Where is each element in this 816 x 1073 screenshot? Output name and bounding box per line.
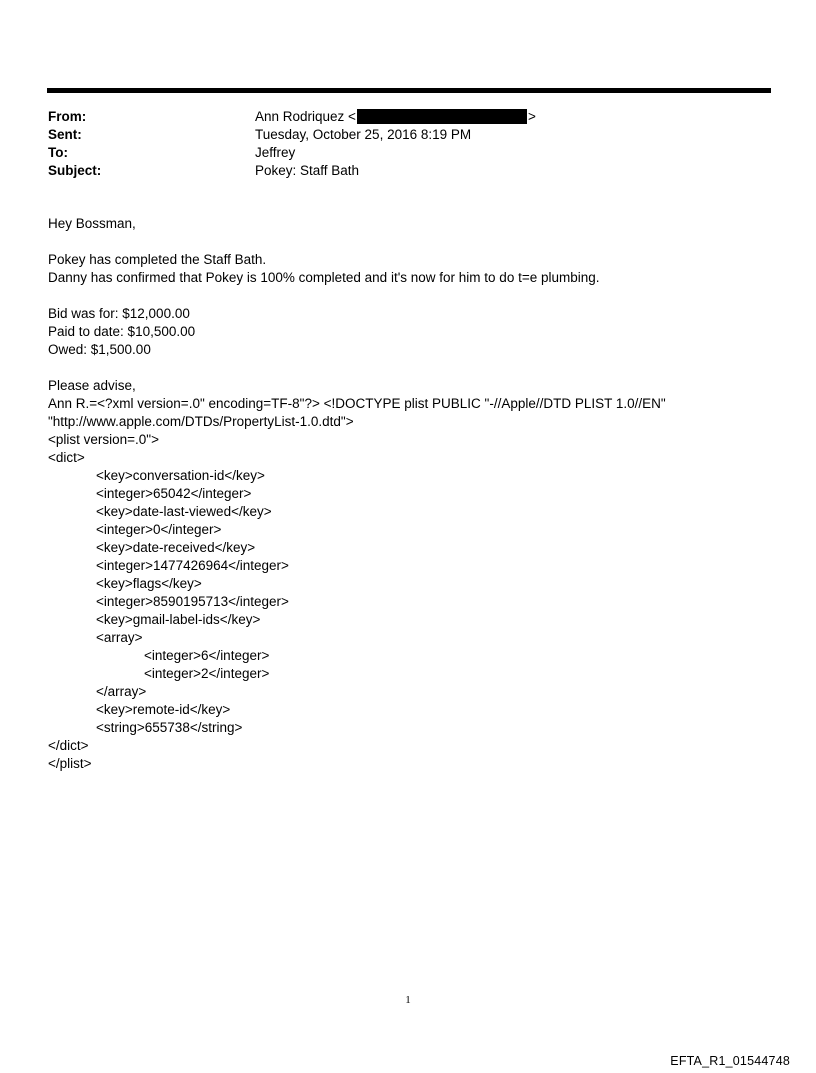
signature-line: Ann R.=<?xml version=.0" encoding=TF-8"?> <!DOCTYPE plist PUBLIC "-//Apple//DTD PLIST 1.0//EN" xyxy=(48,396,666,411)
plist-line: <integer>65042</integer> xyxy=(96,486,252,501)
email-header xyxy=(48,108,768,180)
subject-label: Subject: xyxy=(48,163,102,178)
plist-line: </plist> xyxy=(48,756,92,771)
from-close: > xyxy=(527,109,536,124)
to-label: To: xyxy=(48,145,68,160)
plist-line: <integer>8590195713</integer> xyxy=(96,594,289,609)
document-id: EFTA_R1_01544748 xyxy=(670,1054,790,1068)
header-divider xyxy=(47,88,771,93)
subject-value: Pokey: Staff Bath xyxy=(255,163,360,178)
plist-line: <integer>2</integer> xyxy=(144,666,270,681)
from-value xyxy=(255,108,768,126)
body-line: Pokey has completed the Staff Bath. xyxy=(48,252,267,267)
from-label: From: xyxy=(48,109,87,124)
sent-value: Tuesday, October 25, 2016 8:19 PM xyxy=(255,127,472,142)
plist-line: "http://www.apple.com/DTDs/PropertyList-1.0.dtd"> xyxy=(48,414,354,429)
plist-line: <integer>6</integer> xyxy=(144,648,270,663)
to-row xyxy=(48,144,768,162)
plist-line: <dict> xyxy=(48,450,85,465)
plist-line: <key>remote-id</key> xyxy=(96,702,231,717)
plist-line: <integer>1477426964</integer> xyxy=(96,558,289,573)
plist-line: <integer>0</integer> xyxy=(96,522,222,537)
spacer xyxy=(48,233,788,251)
plist-line: <plist version=.0"> xyxy=(48,432,159,447)
plist-line: <key>gmail-label-ids</key> xyxy=(96,612,261,627)
plist-line: <string>655738</string> xyxy=(96,720,243,735)
from-name: Ann Rodriquez < xyxy=(255,109,356,124)
sent-label: Sent: xyxy=(48,127,82,142)
plist-line: <array> xyxy=(96,630,143,645)
redaction-box xyxy=(357,109,527,124)
sent-row xyxy=(48,126,768,144)
body-line: Danny has confirmed that Pokey is 100% completed and it's now for him to do t=e plumbing. xyxy=(48,270,600,285)
to-value: Jeffrey xyxy=(255,145,296,160)
page-number: 1 xyxy=(405,994,411,1006)
plist-line: <key>conversation-id</key> xyxy=(96,468,265,483)
plist-line: </array> xyxy=(96,684,147,699)
plist-line: <key>flags</key> xyxy=(96,576,202,591)
spacer xyxy=(48,359,788,377)
from-row xyxy=(48,108,768,126)
bid-line: Bid was for: $12,000.00 xyxy=(48,306,190,321)
plist-line: <key>date-received</key> xyxy=(96,540,256,555)
email-body xyxy=(48,215,788,773)
greeting: Hey Bossman, xyxy=(48,216,136,231)
plist-line: <key>date-last-viewed</key> xyxy=(96,504,272,519)
owed-line: Owed: $1,500.00 xyxy=(48,342,151,357)
spacer xyxy=(48,287,788,305)
closing-line: Please advise, xyxy=(48,378,136,393)
subject-row xyxy=(48,162,768,180)
paid-line: Paid to date: $10,500.00 xyxy=(48,324,196,339)
plist-line: </dict> xyxy=(48,738,89,753)
